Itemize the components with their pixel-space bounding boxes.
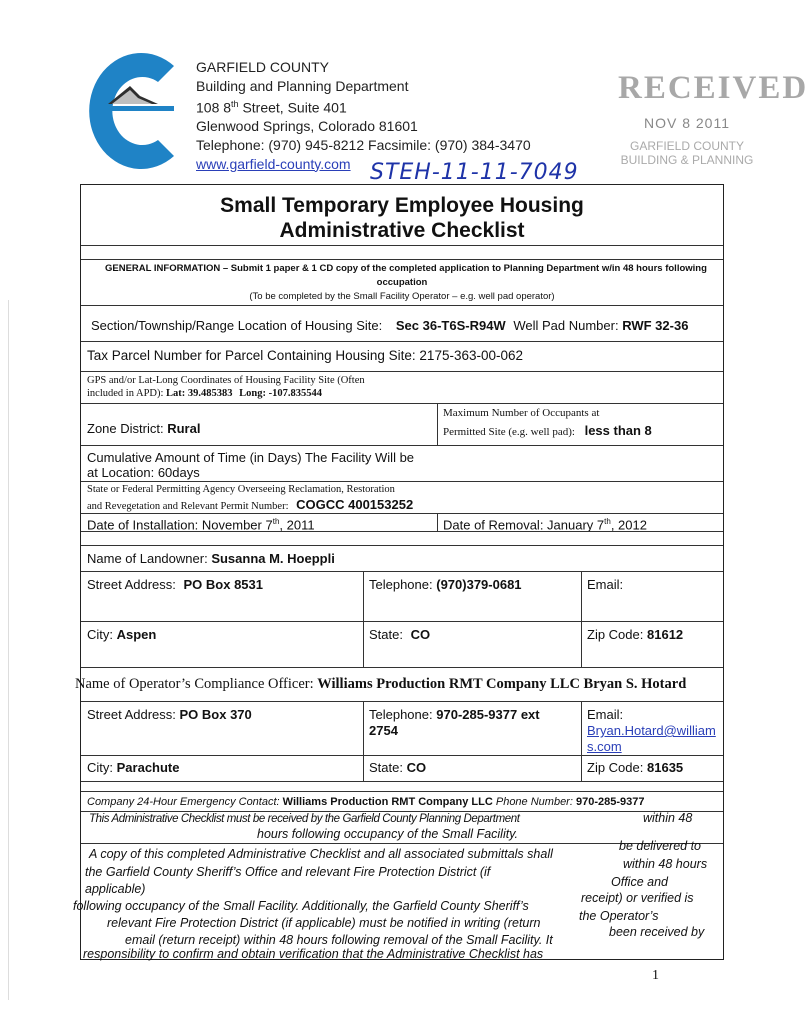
general-info-line-3: (To be completed by the Small Facility Operator – e.g. well pad operator) [249,291,555,302]
divider [81,667,723,668]
divider [81,245,723,246]
zip-label: Zip Code: [587,760,644,775]
divider [81,571,723,572]
landowner-label: Name of Landowner: [87,551,208,566]
max-occupants-label-1: Maximum Number of Occupants at [443,407,600,419]
state-label: State: [369,760,403,775]
checklist-form [73,184,724,961]
tax-parcel-value: 2175-363-00-062 [419,348,524,363]
max-occupants-label-2: Permitted Site (e.g. well pad): [443,426,575,438]
cumulative-label-1: Cumulative Amount of Time (in Days) The Facility Will be [87,450,415,465]
note-line-4: the Garfield County Sheriff’s Office and relevant Fire Protection District (if [85,865,491,879]
divider [81,781,723,782]
county-header [196,58,531,173]
divider [363,701,364,781]
landowner-phone: (970)379-0681 [436,577,522,592]
gps-label-line-2: included in APD): [87,388,164,399]
install-date: Date of Installation: November 7th, 2011 [87,517,315,533]
operator-city-row [87,760,180,775]
divider [81,305,723,306]
note-line-2: hours following occupancy of the Small Facility. [257,827,518,841]
phone-label: Telephone: [369,707,433,722]
emergency-label: Company 24-Hour Emergency Contact: [87,796,280,808]
note-line-4b: within 48 hours [623,857,708,871]
operator-city: Parachute [116,760,180,775]
street-label: Street Address: [87,577,176,592]
divider [81,371,723,372]
location-row [91,318,688,333]
department-name: Building and Planning Department [196,77,409,94]
divider [437,513,438,531]
note-line-7b: the Operator’s [579,909,659,923]
divider [581,701,582,781]
note-line-1b: within 48 [643,811,693,825]
emergency-row [87,796,644,808]
lat-value: 39.485383 [187,388,233,399]
general-info-line-2: occupation [376,277,428,288]
operator-zip-row [587,760,683,775]
emergency-phone-label: Phone Number: [495,796,573,808]
operator-row [75,676,686,693]
landowner-street: PO Box 8531 [183,577,264,592]
divider [81,755,723,756]
operator-phone-row [369,707,540,722]
landowner-name: Susanna M. Hoeppli [211,551,335,566]
divider [81,621,723,622]
received-stamp-text: RECEIVED [618,70,808,106]
operator-zip: 81635 [647,760,684,775]
divider [437,403,438,445]
landowner-street-row [87,577,263,592]
page-edge-mark [8,300,9,1000]
operator-email-label: Email: [587,707,624,722]
landowner-zip: 81612 [647,627,684,642]
operator-phone: 970-285-9377 ext [436,707,540,722]
landowner-city: Aspen [116,627,157,642]
handwritten-permit-number: STEH-11-11-7049 [370,160,579,185]
zip-label: Zip Code: [587,627,644,642]
max-occupants-row [443,423,652,438]
received-stamp-date: NOV 8 2011 [643,115,730,131]
street-address: 108 8th Street, Suite 401 [196,99,347,116]
operator-street-row [87,707,252,722]
well-pad-label: Well Pad Number: [513,318,619,333]
received-stamp-org-2: BUILDING & PLANNING [620,153,754,167]
note-line-8: email (return receipt) within 48 hours following removal of the Small Facility. It [125,933,553,947]
landowner-phone-row [369,577,522,592]
location-value: Sec 36-T6S-R94W [395,318,506,333]
zone-value: Rural [167,421,201,436]
garfield-county-logo [78,46,190,174]
phone-label: Telephone: [369,577,433,592]
gps-row [87,388,322,399]
general-info-line-1: GENERAL INFORMATION – Submit 1 paper & 1 CD copy of the completed application to Planning Department w/in 48 hours following [105,263,707,274]
state-label: State: [369,627,403,642]
note-line-6: following occupancy of the Small Facility. Additionally, the Garfield County Sheriff’s [73,899,529,913]
cumulative-label-2: at Location: 60days [87,465,200,480]
agency-label-1: State or Federal Permitting Agency Overseeing Reclamation, Restoration [87,484,395,495]
tax-parcel-label: Tax Parcel Number for Parcel Containing Housing Site: [87,348,416,363]
operator-street: PO Box 370 [179,707,252,722]
divider [81,341,723,342]
divider [81,445,723,446]
city-label: City: [87,760,113,775]
tax-parcel-row [87,348,523,363]
landowner-zip-row [587,627,683,642]
landowner-state: CO [410,627,431,642]
divider [81,811,723,812]
divider [81,259,723,260]
emergency-phone: 970-285-9377 [575,796,645,808]
note-line-3: A copy of this completed Administrative Checklist and all associated submittals shall [89,847,553,861]
agency-row [87,497,413,512]
gps-label-line-1: GPS and/or Lat-Long Coordinates of Housing Facility Site (Often [87,375,365,386]
agency-label-2: and Revegetation and Relevant Permit Number: [87,501,289,512]
page-number: 1 [652,968,659,983]
divider [581,571,582,667]
landowner-email-label: Email: [587,577,624,592]
received-stamp [618,70,808,167]
divider [81,545,723,546]
emergency-company: Williams Production RMT Company LLC [282,796,493,808]
note-line-9: responsibility to confirm and obtain verification that the Administrative Checklist has [83,947,544,961]
form-title-line-1: Small Temporary Employee Housing [220,194,584,217]
county-name: GARFIELD COUNTY [196,59,330,75]
city-label: City: [87,627,113,642]
lat-label: Lat: [166,388,186,399]
landowner-city-row [87,627,156,642]
street-label: Street Address: [87,707,176,722]
operator-email-link-2[interactable]: s.com [587,739,622,754]
divider [81,791,723,792]
note-line-7: relevant Fire Protection District (if applicable) must be notified in writing (return [107,916,541,930]
city-line: Glenwood Springs, Colorado 81601 [196,118,418,135]
landowner-state-row [369,627,430,642]
well-pad-value: RWF 32-36 [622,318,689,333]
divider [81,513,723,514]
long-value: -107.835544 [268,388,323,399]
divider [363,571,364,667]
operator-email-link-1[interactable]: Bryan.Hotard@william [587,723,716,738]
divider [81,403,723,404]
note-line-5: applicable) [85,882,146,896]
operator-name: Williams Production RMT Company LLC Bryan S. Hotard [317,676,687,692]
divider [81,531,723,532]
location-label: Section/Township/Range Location of Housing Site: [91,318,383,333]
zone-row [87,421,200,436]
operator-label: Name of Operator’s Compliance Officer: [75,676,314,692]
note-line-6b: receipt) or verified is [581,891,694,905]
landowner-row [87,551,335,566]
operator-state-row [369,760,426,775]
divider [81,481,723,482]
zone-label: Zone District: [87,421,164,436]
long-label: Long: [239,388,267,399]
note-line-1: This Administrative Checklist must be received by the Garfield County Planning Department [89,813,520,825]
note-line-8b: been received by [609,925,705,939]
note-line-3b: be delivered to [619,839,702,853]
received-stamp-org-1: GARFIELD COUNTY [629,139,744,153]
form-title-line-2: Administrative Checklist [279,219,525,242]
removal-date: Date of Removal: January 7th, 2012 [443,517,647,533]
phone-line: Telephone: (970) 945-8212 Facsimile: (970) 384-3470 [196,137,531,154]
operator-state: CO [406,760,427,775]
website-link[interactable]: www.garfield-county.com [196,155,351,172]
max-occupants-value: less than 8 [584,423,652,438]
agency-permit-number: COGCC 400153252 [296,497,414,512]
divider [81,701,723,702]
operator-phone-ext: 2754 [369,723,398,738]
note-line-5b: Office and [611,875,668,889]
